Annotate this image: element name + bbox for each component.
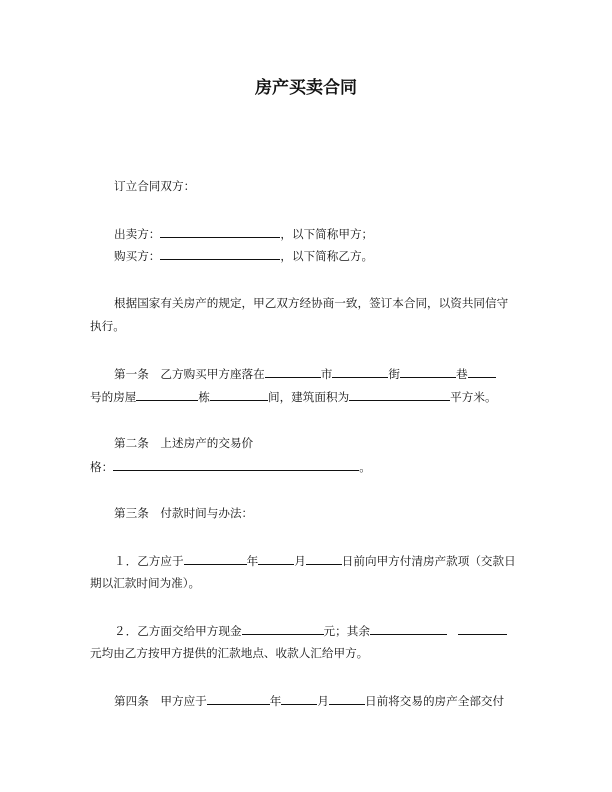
article1-line-1 <box>114 365 496 382</box>
clause1-text-b: 年 <box>246 554 259 568</box>
number-blank[interactable] <box>468 365 496 378</box>
lane-blank[interactable] <box>400 365 456 378</box>
clause2-line-2: 元均由乙方按甲方提供的汇款地点、收款人汇给甲方。 <box>90 646 369 660</box>
article1-text-g: 间，建筑面积为 <box>268 390 350 404</box>
document-title: 房产买卖合同 <box>255 78 357 98</box>
article2-line-2 <box>90 458 371 475</box>
article4-text-c: 月 <box>317 694 329 708</box>
clause1-text-c: 月 <box>294 554 306 568</box>
clause1-text-a: １．乙方应于 <box>114 554 184 568</box>
article3-heading: 第三条 付款时间与办法： <box>114 506 254 520</box>
article4-day-blank[interactable] <box>329 692 365 705</box>
room-blank[interactable] <box>210 388 268 401</box>
price-blank[interactable] <box>113 458 359 471</box>
article4-text-b: 年 <box>269 694 282 708</box>
article1-line-2 <box>90 388 497 405</box>
article2-text-b: 。 <box>359 460 371 474</box>
intro-line-1: 根据国家有关房产的规定，甲乙双方经协商一致，签订本合同，以资共同信守 <box>114 296 509 310</box>
seller-line <box>114 225 373 242</box>
area-blank[interactable] <box>349 388 450 401</box>
cash-blank[interactable] <box>242 622 324 635</box>
buyer-name-blank[interactable] <box>160 247 280 260</box>
buyer-label: 购买方： <box>114 249 161 263</box>
buyer-line <box>114 247 373 264</box>
clause2-line-1 <box>114 622 507 639</box>
article1-text-c: 街 <box>388 367 400 381</box>
article1-text-d: 巷 <box>455 367 468 381</box>
buyer-suffix: ，以下简称乙方。 <box>280 249 374 263</box>
clause1-day-blank[interactable] <box>306 552 342 565</box>
article4-month-blank[interactable] <box>281 692 317 705</box>
remainder-blank-2[interactable] <box>458 622 507 635</box>
street-blank[interactable] <box>332 365 388 378</box>
article1-text-f: 栋 <box>198 390 210 404</box>
clause1-year-blank[interactable] <box>184 552 247 565</box>
article2-line-1: 第二条 上述房产的交易价 <box>114 436 254 450</box>
article4-text-a: 第四条 甲方应于 <box>114 694 207 708</box>
building-blank[interactable] <box>136 388 198 401</box>
seller-label: 出卖方： <box>114 227 161 241</box>
clause1-text-d: 日前向甲方付清房产款项（交款日 <box>341 554 516 568</box>
article4-line-1 <box>114 692 504 709</box>
seller-name-blank[interactable] <box>160 225 280 238</box>
article4-text-d: 日前将交易的房产全部交付 <box>364 694 505 708</box>
parties-heading: 订立合同双方： <box>114 179 196 193</box>
clause2-text-a: ２．乙方面交给甲方现金 <box>114 624 242 638</box>
clause1-line-1 <box>114 552 516 569</box>
clause1-line-2: 期以汇款时间为准）。 <box>90 576 201 590</box>
article1-text-b: 市 <box>320 367 333 381</box>
city-blank[interactable] <box>265 365 321 378</box>
clause2-text-b: 元；其余 <box>323 624 370 638</box>
clause1-month-blank[interactable] <box>258 552 294 565</box>
article1-text-e: 号的房屋 <box>90 390 137 404</box>
article2-text-a: 格： <box>90 460 114 474</box>
article1-text-h: 平方米。 <box>450 390 497 404</box>
intro-line-2: 执行。 <box>90 319 125 333</box>
remainder-blank-1[interactable] <box>370 622 447 635</box>
article1-text-a: 第一条 乙方购买甲方座落在 <box>114 367 265 381</box>
seller-suffix: ，以下简称甲方； <box>280 227 374 241</box>
article4-year-blank[interactable] <box>207 692 270 705</box>
